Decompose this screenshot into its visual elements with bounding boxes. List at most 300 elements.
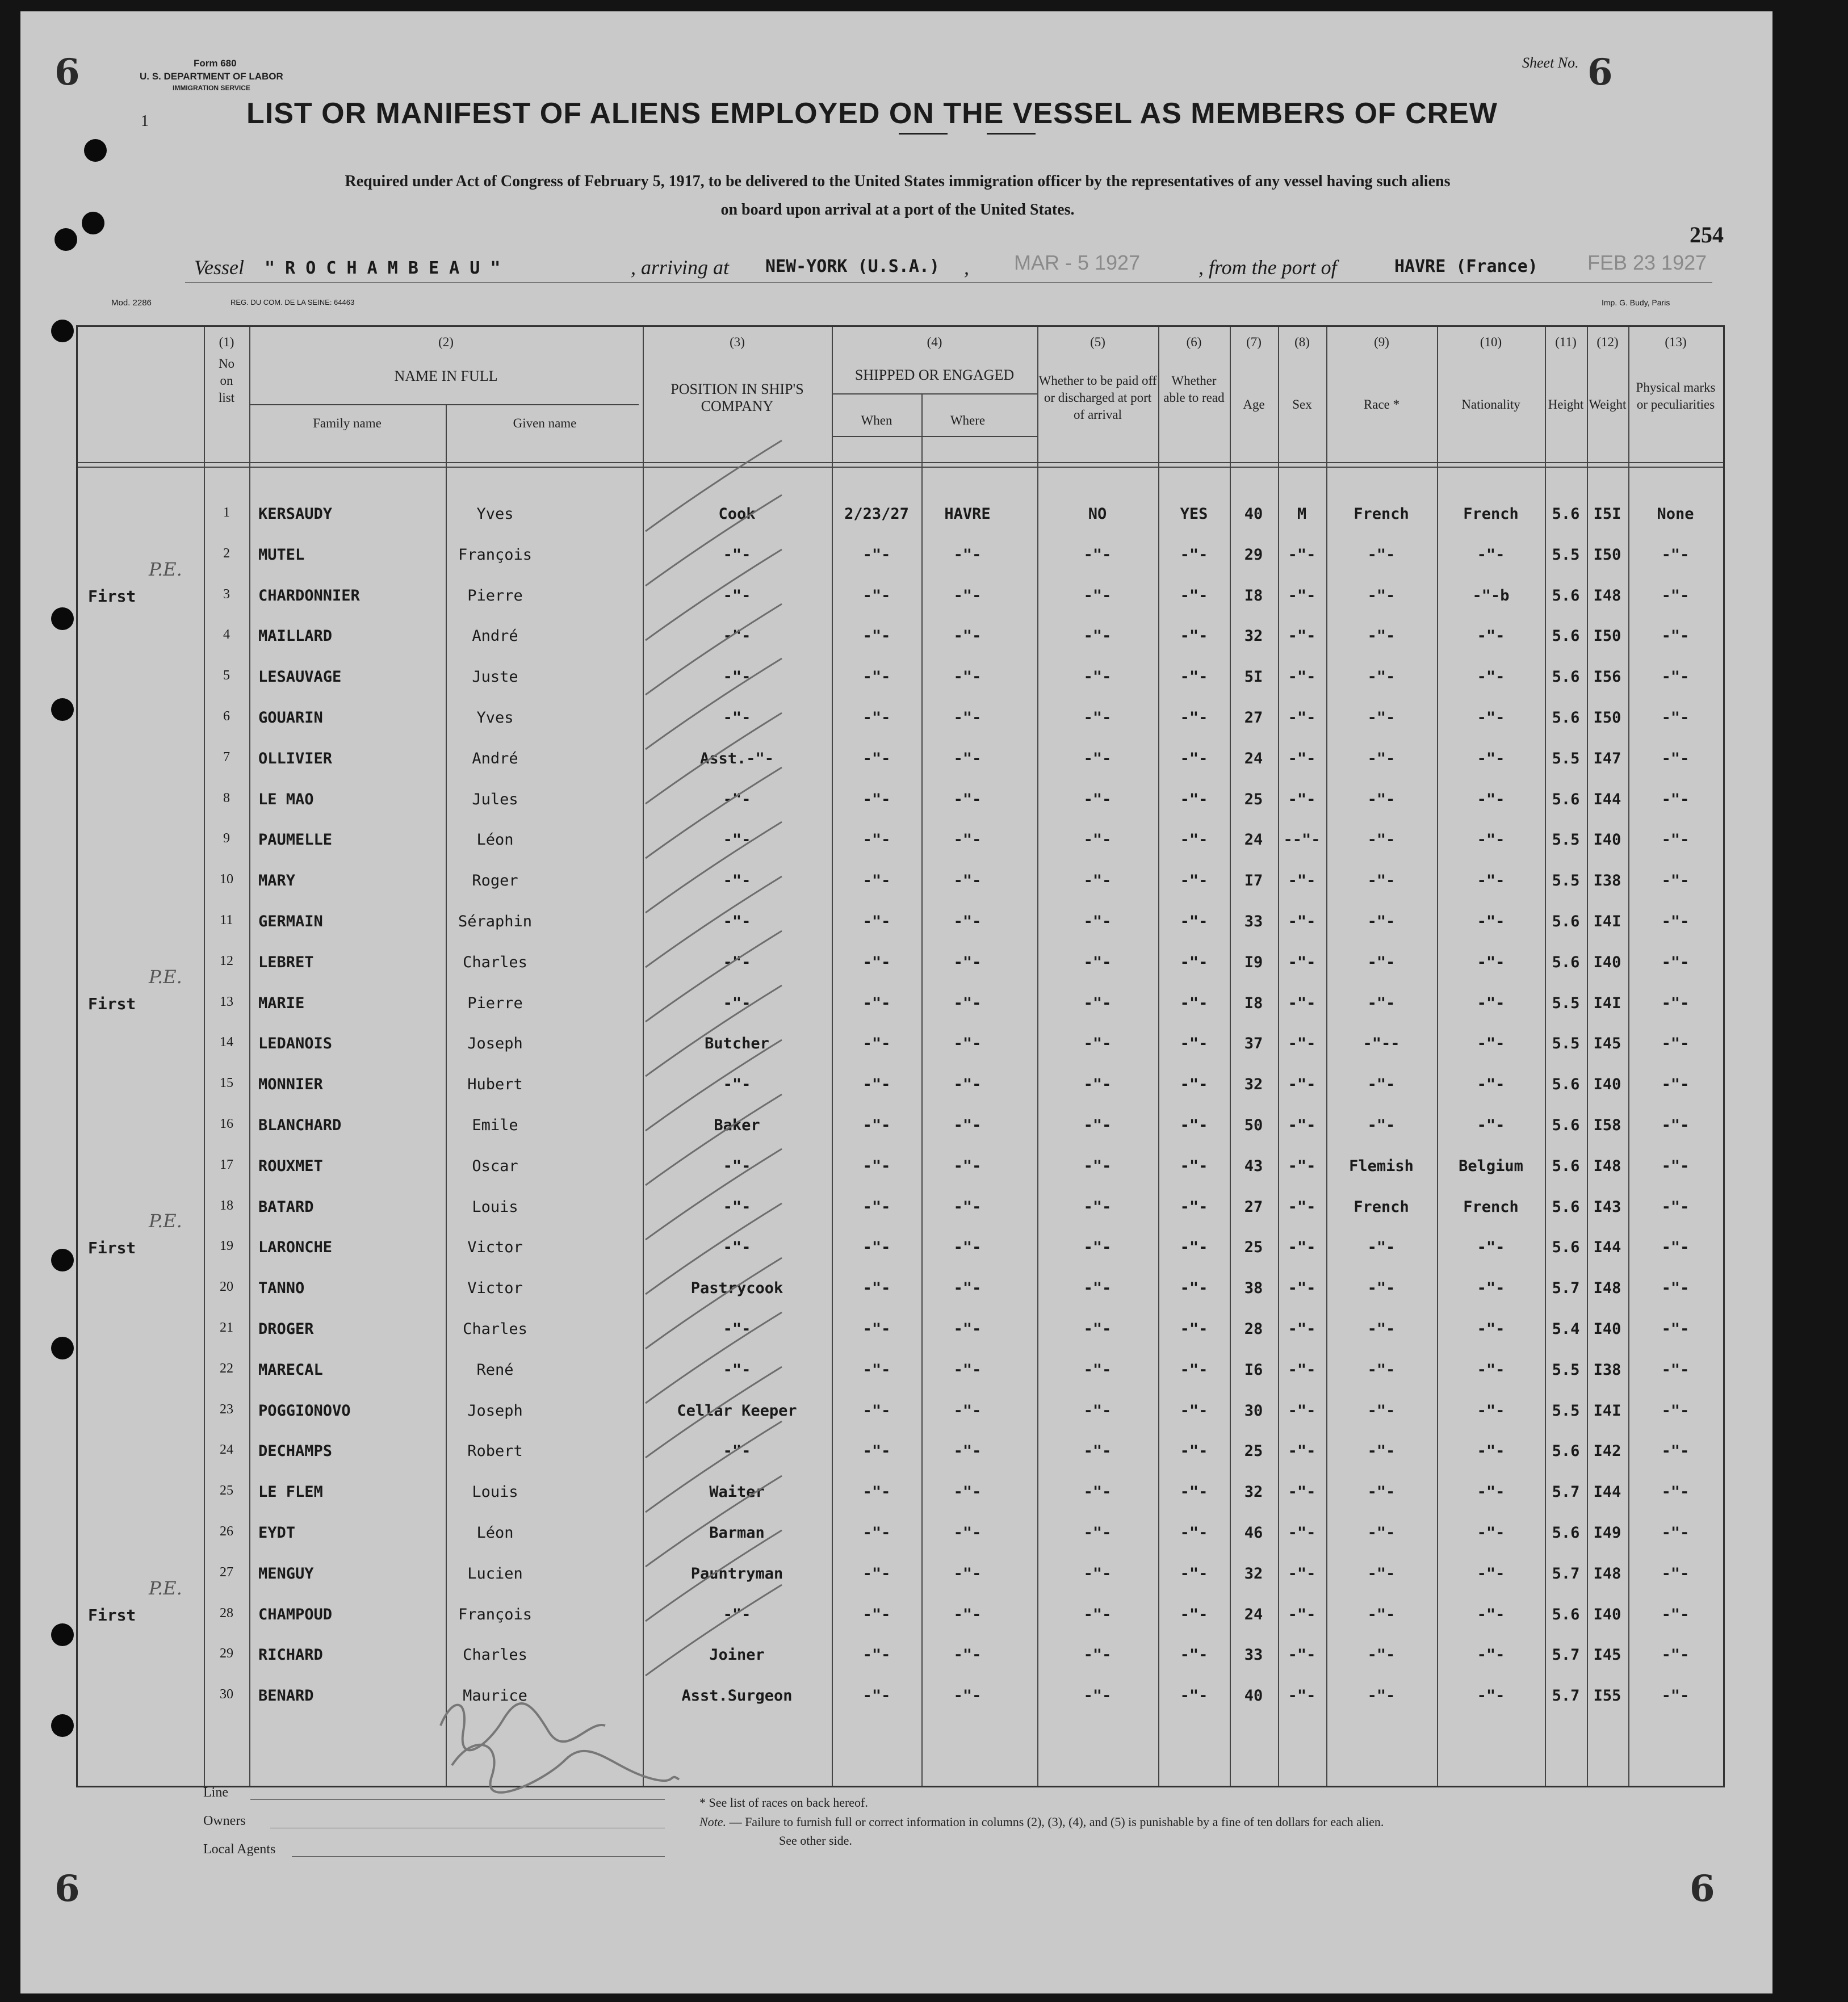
cell-family: LEBRET [258,953,314,971]
cell-race: -"- [1367,749,1396,767]
cell-nationality: -"- [1477,627,1505,645]
cell-paid: -"- [1083,1401,1112,1420]
cell-weight: I45 [1593,1035,1621,1053]
cell-when: -"- [862,1320,891,1338]
cell-sex: -"- [1288,1157,1316,1175]
registry: REG. DU COM. DE LA SEINE: 64463 [231,298,355,307]
col-2-header: NAME IN FULL [394,368,498,384]
cell-marks: -"- [1661,1279,1690,1298]
cell-nationality: French [1463,1198,1519,1216]
cell-where: -"- [953,790,982,808]
cell-race: -"- [1367,1442,1396,1460]
cell-read: -"- [1180,1401,1208,1420]
cell-given: René [476,1361,514,1379]
cell-nationality: -"- [1477,994,1505,1012]
cell-where: -"- [953,586,982,605]
requirement-text [106,167,1690,224]
cell-height: 5.7 [1552,1646,1580,1664]
cell-nationality: -"- [1477,1646,1505,1664]
col-2-number: (2) [438,335,454,349]
punch-hole [84,139,107,162]
cell-paid: -"- [1083,831,1112,849]
pencil-check [646,604,782,695]
cell-where: -"- [953,1687,982,1705]
cell-race: French [1353,1198,1409,1216]
arriving-port: NEW-YORK (U.S.A.) [765,257,940,276]
cell-where: -"- [953,1646,982,1664]
col-13-header: Physical marks or peculiarities [1636,380,1716,412]
cell-read: -"- [1180,790,1208,808]
cell-paid: NO [1088,505,1107,523]
cell-paid: -"- [1083,1687,1112,1705]
cell-read: -"- [1180,1687,1208,1705]
cell-position: Barman [709,1524,765,1542]
cell-where: -"- [953,627,982,645]
cell-read: -"- [1180,1524,1208,1542]
cell-nationality: -"- [1477,831,1505,849]
cell-position: -"- [723,545,751,564]
cell-paid: -"- [1083,1035,1112,1053]
cell-height: 5.5 [1552,545,1580,564]
col-1-header: No on list [218,356,235,405]
table-row [78,906,1723,947]
cell-family: PAUMELLE [258,831,333,849]
cell-paid: -"- [1083,1564,1112,1583]
cell-sex: -"- [1288,749,1316,767]
cell-marks: -"- [1661,913,1690,930]
note-text: — Failure to furnish full or correct information in columns (2), (3), (4), and (5) is punishable by a fine of ten dollars for each alien. [729,1815,1384,1829]
cell-paid: -"- [1083,627,1112,645]
pencil-check [646,931,782,1022]
cell-nationality: -"- [1477,709,1505,727]
cell-age: 27 [1244,709,1263,727]
cell-paid: -"- [1083,1279,1112,1298]
cell-height: 5.6 [1552,627,1580,645]
service: IMMIGRATION SERVICE [173,84,250,92]
cell-position: -"- [723,709,751,727]
cell-age: 33 [1244,1646,1263,1664]
cell-sex: -"- [1288,1117,1316,1134]
cell-paid: -"- [1083,1605,1112,1623]
table-row [78,1232,1723,1273]
cell-race: -"- [1367,872,1396,890]
table-row [78,865,1723,906]
cell-sex: -"- [1288,1279,1316,1298]
cell-sex: -"- [1288,994,1316,1012]
cell-read: -"- [1180,627,1208,645]
cell-nationality: -"- [1477,1442,1505,1460]
cell-marks: -"- [1661,1524,1690,1542]
margin-pe-note: P.E. [149,966,182,988]
cell-age: 29 [1244,545,1263,564]
corner-sheet-number: 6 [55,1867,80,1910]
cell-nationality: -"- [1477,749,1505,767]
cell-paid: -"- [1083,1198,1112,1216]
cell-height: 5.6 [1552,668,1580,686]
cell-position: -"- [723,1239,751,1257]
cell-weight: I47 [1593,749,1621,767]
cell-age: 25 [1244,1239,1263,1257]
col-10-number: (10) [1480,335,1502,349]
margin-first-note: First [88,586,136,606]
cell-height: 5.7 [1552,1564,1580,1583]
cell-no: 30 [220,1687,233,1702]
cell-paid: -"- [1083,994,1112,1012]
cell-weight: I49 [1593,1524,1621,1542]
cell-race: -"- [1367,586,1396,605]
cell-sex: -"- [1288,1483,1316,1501]
cell-paid: -"- [1083,749,1112,767]
cell-where: -"- [953,1239,982,1257]
cell-position: -"- [723,627,751,645]
cell-weight: I58 [1593,1117,1621,1134]
cell-given: Robert [467,1442,523,1460]
cell-race: -"- [1367,545,1396,564]
cell-age: 40 [1244,505,1263,523]
punch-hole [51,607,74,630]
cell-position: Butcher [705,1035,769,1053]
cell-no: 21 [220,1320,233,1335]
col-2a-header: Family name [313,416,382,430]
cell-nationality: -"- [1477,545,1505,564]
cell-sex: -"- [1288,872,1316,890]
vessel-line-rule [185,282,1712,283]
cell-nationality: French [1463,505,1519,523]
col-4b-header: Where [950,413,986,427]
cell-position: -"- [723,790,751,808]
note-label: Note. [699,1815,727,1829]
cell-weight: I4I [1593,994,1621,1012]
cell-no: 22 [220,1361,233,1376]
cell-no: 1 [223,505,230,520]
cell-family: LARONCHE [258,1239,333,1257]
header-bottom-rule [78,462,1723,463]
cell-paid: -"- [1083,1442,1112,1460]
page-number: 254 [1690,222,1724,247]
cell-read: -"- [1180,831,1208,849]
cell-read: -"- [1180,1279,1208,1298]
table-row [78,988,1723,1029]
cell-no: 27 [220,1564,233,1580]
cell-no: 10 [220,872,233,887]
cell-position: -"- [723,913,751,930]
cell-given: Emile [472,1117,518,1134]
cell-sex: -"- [1288,1646,1316,1664]
cell-given: Louis [472,1483,518,1501]
cell-weight: I40 [1593,1320,1621,1338]
cell-given: Maurice [463,1687,527,1705]
col-12-number: (12) [1596,335,1619,349]
pencil-check [646,1040,782,1131]
cell-weight: I55 [1593,1687,1621,1705]
cell-family: MARECAL [258,1361,323,1379]
cell-no: 4 [223,627,230,643]
cell-weight: I40 [1593,1605,1621,1623]
cell-family: DROGER [258,1320,314,1338]
cell-when: 2/23/27 [844,505,909,523]
cell-marks: -"- [1661,749,1690,767]
cell-age: 24 [1244,749,1263,767]
tick-mark: 1 [141,112,149,130]
cell-read: -"- [1180,1157,1208,1175]
punch-hole [55,228,77,251]
cell-race: -"- [1367,994,1396,1012]
cell-position: -"- [723,1198,751,1216]
cell-sex: -"- [1288,1524,1316,1542]
table-row [78,661,1723,702]
punch-hole [51,1714,74,1737]
cell-age: 38 [1244,1279,1263,1298]
cell-when: -"- [862,1401,891,1420]
department: U. S. DEPARTMENT OF LABOR [140,71,283,82]
cell-height: 5.7 [1552,1687,1580,1705]
pencil-check [646,495,782,586]
cell-position: -"- [723,1361,751,1379]
cell-when: -"- [862,1239,891,1257]
cell-weight: I42 [1593,1442,1621,1460]
margin-first-note: First [88,1239,136,1258]
cell-race: French [1353,505,1409,523]
col-5-header: Whether to be paid off or discharged at port of arrival [1038,373,1157,422]
table-row [78,620,1723,661]
col-7-number: (7) [1246,335,1262,349]
cell-marks: -"- [1661,1076,1690,1094]
cell-no: 24 [220,1442,233,1458]
col-11-number: (11) [1555,335,1577,349]
col-7-header: Age [1243,397,1265,412]
form-number: Form 680 [194,58,237,69]
name-subheader-rule [249,404,639,405]
cell-where: -"- [953,1564,982,1583]
table-row [78,1110,1723,1151]
cell-no: 19 [220,1239,233,1254]
cell-age: I8 [1244,994,1263,1012]
cell-age: 24 [1244,831,1263,849]
cell-race: -"- [1367,1605,1396,1623]
cell-no: 9 [223,831,230,846]
pencil-check [646,985,782,1076]
table-row [78,1191,1723,1232]
cell-marks: -"- [1661,1320,1690,1338]
table-row [78,1476,1723,1517]
cell-paid: -"- [1083,1076,1112,1094]
cell-height: 5.5 [1552,749,1580,767]
cell-age: 30 [1244,1401,1263,1420]
pencil-check [646,1258,782,1349]
cell-paid: -"- [1083,1524,1112,1542]
cell-when: -"- [862,749,891,767]
cell-marks: -"- [1661,545,1690,564]
cell-given: Séraphin [458,913,533,930]
cell-marks: None [1657,505,1694,523]
cell-marks: -"- [1661,709,1690,727]
cell-sex: -"- [1288,1687,1316,1705]
cell-sex: -"- [1288,1442,1316,1460]
cell-race: -"- [1367,831,1396,849]
cell-marks: -"- [1661,1605,1690,1623]
cell-marks: -"- [1661,1442,1690,1460]
cell-position: -"- [723,872,751,890]
penalty-note [699,1815,1579,1829]
margin-first-note: First [88,994,136,1013]
cell-paid: -"- [1083,1646,1112,1664]
cell-family: OLLIVIER [258,749,333,767]
cell-sex: -"- [1288,1361,1316,1379]
cell-when: -"- [862,831,891,849]
cell-when: -"- [862,1605,891,1623]
cell-age: 25 [1244,790,1263,808]
cell-read: -"- [1180,1605,1208,1623]
cell-weight: I45 [1593,1646,1621,1664]
punch-hole [51,698,74,721]
table-row [78,1151,1723,1191]
cell-given: Roger [472,872,518,890]
cell-weight: I38 [1593,1361,1621,1379]
punch-hole [51,320,74,342]
cell-nationality: Belgium [1459,1157,1523,1175]
table-row [78,784,1723,825]
cell-race: -"- [1367,709,1396,727]
cell-sex: -"- [1288,1564,1316,1583]
pencil-check [646,1530,782,1621]
cell-position: Waiter [709,1483,765,1501]
cell-nationality: -"- [1477,1564,1505,1583]
cell-where: -"- [953,1605,982,1623]
pencil-check [646,1203,782,1294]
cell-height: 5.7 [1552,1483,1580,1501]
cell-weight: I44 [1593,1239,1621,1257]
cell-family: CHARDONNIER [258,586,360,605]
cell-family: LE MAO [258,790,314,808]
cell-sex: M [1297,505,1307,523]
cell-read: YES [1180,505,1208,523]
cell-sex: -"- [1288,668,1316,686]
cell-weight: I5I [1593,505,1621,523]
vessel-label: Vessel [194,256,244,279]
cell-height: 5.6 [1552,1442,1580,1460]
cell-given: Yves [476,709,514,727]
col-9-header: Race * [1363,397,1400,412]
cell-where: -"- [953,1035,982,1053]
cell-position: Asst.-"- [699,749,774,767]
pencil-check [646,440,782,531]
cell-sex: -"- [1288,1198,1316,1216]
cell-when: -"- [862,1117,891,1134]
cell-where: -"- [953,1279,982,1298]
cell-paid: -"- [1083,1117,1112,1134]
col-2b-header: Given name [513,416,577,430]
cell-given: André [472,627,518,645]
cell-read: -"- [1180,545,1208,564]
cell-paid: -"- [1083,953,1112,971]
pencil-check-marks [640,406,867,1769]
cell-family: POGGIONOVO [258,1401,351,1420]
cell-no: 20 [220,1279,233,1295]
see-other-side: See other side. [779,1833,852,1848]
cell-age: I9 [1244,953,1263,971]
cell-given: François [458,1605,533,1623]
cell-paid: -"- [1083,668,1112,686]
vessel-name: " R O C H A M B E A U " [265,258,501,278]
cell-weight: I43 [1593,1198,1621,1216]
requirement-line: Required under Act of Congress of February 5, 1917, to be delivered to the United States immigration officer by the representatives of any vessel having such aliens [345,173,1451,190]
cell-race: -"- [1367,790,1396,808]
margin-pe-note: P.E. [149,558,182,580]
pencil-check [646,1585,782,1676]
cell-sex: -"- [1288,1076,1316,1094]
cell-position: Asst.Surgeon [681,1687,793,1705]
cell-nationality: -"- [1477,1687,1505,1705]
table-row [78,1028,1723,1069]
cell-no: 12 [220,953,233,968]
cell-age: 32 [1244,1076,1263,1094]
cell-paid: -"- [1083,872,1112,890]
cell-read: -"- [1180,872,1208,890]
cell-nationality: -"- [1477,1076,1505,1094]
cell-position: -"- [723,831,751,849]
cell-no: 17 [220,1157,233,1172]
cell-height: 5.4 [1552,1320,1580,1338]
cell-no: 14 [220,1035,233,1050]
cell-when: -"- [862,790,891,808]
cell-nationality: -"- [1477,1401,1505,1420]
table-row [78,702,1723,743]
cell-weight: I48 [1593,1564,1621,1583]
pencil-check [646,713,782,804]
col-6-header: Whether able to read [1163,373,1225,405]
cell-paid: -"- [1083,545,1112,564]
cell-weight: I38 [1593,872,1621,890]
table-row [78,539,1723,580]
cell-no: 29 [220,1646,233,1661]
cell-weight: I50 [1593,709,1621,727]
cell-age: 32 [1244,1483,1263,1501]
cell-no: 13 [220,994,233,1009]
cell-position: Cook [718,505,756,523]
cell-race: -"- [1367,1076,1396,1094]
margin-pe-note: P.E. [149,1577,182,1599]
cell-given: Charles [463,953,527,971]
cell-weight: I56 [1593,668,1621,686]
cell-given: Lucien [467,1564,523,1583]
cell-age: 46 [1244,1524,1263,1542]
cell-no: 5 [223,668,230,683]
cell-given: François [458,545,533,564]
table-row [78,1599,1723,1640]
cell-marks: -"- [1661,790,1690,808]
cell-read: -"- [1180,709,1208,727]
cell-no: 28 [220,1605,233,1621]
cell-family: GOUARIN [258,709,323,727]
cell-position: -"- [723,1076,751,1094]
requirement-line: on board upon arrival at a port of the United States. [720,201,1075,219]
cell-paid: -"- [1083,1320,1112,1338]
cell-sex: --"- [1283,831,1321,849]
table-row [78,580,1723,621]
cell-nationality: -"- [1477,1035,1505,1053]
arriving-label: , arriving at [631,256,730,279]
cell-when: -"- [862,994,891,1012]
cell-given: Juste [472,668,518,686]
crew-table [76,325,1725,1787]
cell-race: -"- [1367,627,1396,645]
cell-marks: -"- [1661,586,1690,605]
cell-where: -"- [953,1117,982,1134]
cell-marks: -"- [1661,1483,1690,1501]
cell-age: 50 [1244,1117,1263,1134]
cell-given: Victor [467,1239,523,1257]
sheet-label: Sheet No. [1522,54,1579,71]
